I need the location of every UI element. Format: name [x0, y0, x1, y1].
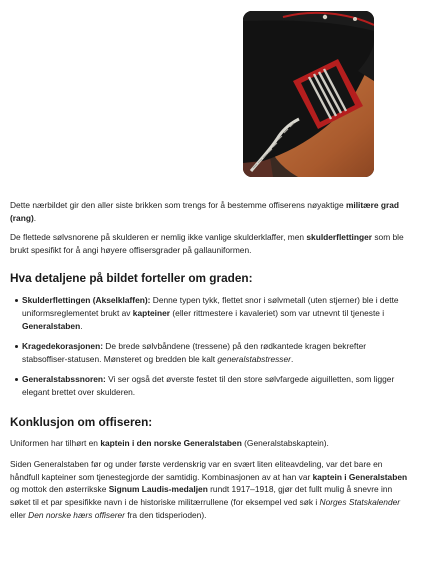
italic-text: Norges Statskalender [319, 496, 401, 507]
text-run: Siden Generalstaben før og under første verdenskrig var en svært liten eliteavdeling, var det bare en håndfull kapteiner som tjenestegjorde der samtidig. Kombinasjonen av at han var [10, 459, 383, 482]
text-run: (Generalstabskaptein). [241, 437, 329, 448]
list-item-shoulder-cord [22, 294, 410, 332]
uniform-photo [243, 11, 374, 177]
text-run: Vi ser også det øverste festet til den store sølvfargede aiguilletten, som ligger elegant brettet over skulderen. [22, 374, 395, 397]
bold-text: Generalstabssnoren: [22, 374, 106, 385]
bold-text: militære grad (rang) [10, 200, 399, 223]
bold-text: kapteiner [132, 307, 171, 318]
bold-text: Generalstaben [22, 320, 81, 331]
text-run: Dette nærbildet gir den aller siste brikken som trengs for å bestemme offiserens nøyaktige [10, 200, 346, 210]
article-body [10, 199, 410, 521]
bold-text: kaptein i den norske Generalstaben [100, 437, 242, 448]
bold-text: skulderflettinger [306, 232, 373, 243]
italic-text: generalstabstresser [217, 353, 291, 364]
shoulder-cord-paragraph [10, 231, 410, 256]
text-run: rundt 1917–1918, gjør det fullt mulig å snevre inn søket til et par spesifikke navn i de historiske militærrullene (for eksempel ved søk i [10, 484, 393, 507]
text-run: som ble brukt spesifikt for å angi høyere offisersgrader på gallauniformen. [10, 232, 404, 255]
italic-text: Den norske hærs offiserer [28, 509, 125, 520]
bold-text: Signum Laudis-medaljen [108, 484, 208, 495]
intro-paragraph [10, 199, 410, 224]
bold-text: kaptein i Generalstaben [312, 471, 408, 482]
list-item-aiguillette [22, 373, 410, 398]
list-item-collar [22, 340, 410, 365]
text-run: . [290, 353, 294, 364]
bold-text: Skulderflettingen (Akselklaffen): [22, 295, 151, 306]
text-run: eller [10, 509, 29, 520]
uniform-closeup-image [243, 11, 374, 177]
text-run: og mottok den østerrikske [10, 484, 109, 495]
text-run: Uniformen har tilhørt en [10, 437, 101, 448]
text-run: De flettede sølvsnorene på skulderen er nemlig ikke vanlige skulderklaffer, men [10, 232, 307, 243]
section-heading-conclusion: Konklusjon om offiseren: [10, 414, 153, 429]
bold-text: Kragedekorasjonen: [22, 341, 103, 352]
section-heading-rank-details: Hva detaljene på bildet forteller om graden: [10, 271, 253, 286]
text-run: . [33, 212, 37, 223]
text-run: (eller rittmestere i kavaleriet) som var utnevnt til tjeneste i [170, 307, 385, 318]
text-run: fra den tidsperioden). [124, 509, 207, 520]
text-run: Denne typen tykk, flettet snor i sølvmetall (uten stjerner) ble i dette uniformsreglementet brukt av [22, 295, 399, 318]
rank-details-list [10, 294, 410, 398]
text-run: . [80, 320, 83, 331]
text-run: De brede sølvbåndene (tressene) på den rødkantede kragen bekrefter stabsoffiser-statusen. Mønsteret og bredden ble kalt [22, 341, 367, 364]
historical-context-paragraph [10, 458, 410, 521]
conclusion-paragraph [10, 437, 410, 450]
